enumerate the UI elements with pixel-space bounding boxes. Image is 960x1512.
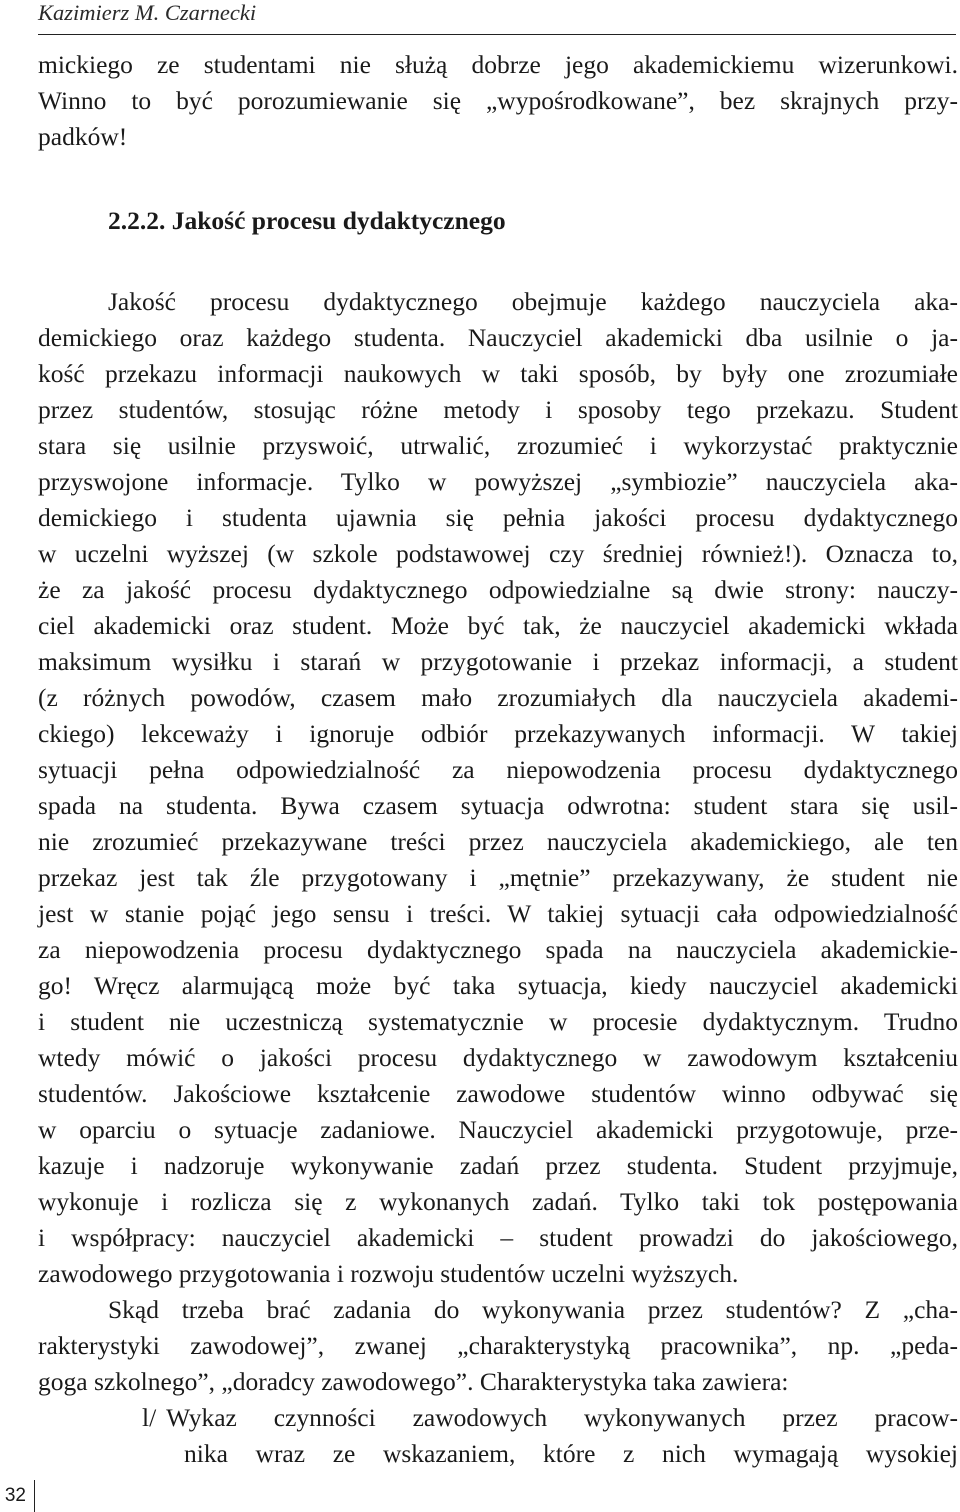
paragraph-line: sytuacji pełna odpowiedzialność za niepowodzenia procesu dydaktycznego — [38, 755, 958, 784]
paragraph-line: kazuje i nadzoruje wykonywanie zadań przez studenta. Student przyjmuje, — [38, 1151, 958, 1180]
section-number: 2.2.2. — [108, 206, 166, 235]
paragraph-line: przyswojone informacje. Tylko w powyższej „symbiozie” nauczyciela aka- — [38, 467, 958, 496]
intro-line: mickiego ze studentami nie służą dobrze jego akademickiemu wizerunkowi. — [38, 50, 958, 79]
paragraph-line: i współpracy: nauczyciel akademicki – student prowadzi do jakościowego, — [38, 1223, 958, 1252]
paragraph-line: go! Wręcz alarmującą może być taka sytuacja, kiedy nauczyciel akademicki — [38, 971, 958, 1000]
paragraph-line: ciel akademicki oraz student. Może być tak, że nauczyciel akademicki wkłada — [38, 611, 958, 640]
paragraph-line: ckiego) lekceważy i ignoruje odbiór przekazywanych informacji. W takiej — [38, 719, 958, 748]
paragraph-line: kość przekazu informacji naukowych w taki sposób, by były one zrozumiałe — [38, 359, 958, 388]
running-header-author: Kazimierz M. Czarnecki — [38, 0, 257, 25]
paragraph-line: zawodowego przygotowania i rozwoju studentów uczelni wyższych. — [38, 1259, 739, 1288]
paragraph-line: demickiego oraz każdego studenta. Nauczyciel akademicki dba usilnie o ja- — [38, 323, 958, 352]
paragraph-line: Skąd trzeba brać zadania do wykonywania przez studentów? Z „cha- — [108, 1295, 958, 1324]
paragraph-line: stara się usilnie przyswoić, utrwalić, zrozumieć i wykorzystać praktycznie — [38, 431, 958, 460]
paragraph-line: i student nie uczestniczą systematycznie w procesie dydaktycznym. Trudno — [38, 1007, 958, 1036]
intro-line: Winno to być porozumiewanie się „wypośrodkowane”, bez skrajnych przy- — [38, 86, 958, 115]
paragraph-line: w uczelni wyższej (w szkole podstawowej czy średniej również!). Oznacza to, — [38, 539, 958, 568]
paragraph-line: rakterystyki zawodowej”, zwanej „charakterystyką pracownika”, np. „peda- — [38, 1331, 958, 1360]
paragraph-line: demickiego i studenta ujawnia się pełnia jakości procesu dydaktycznego — [38, 503, 958, 532]
paragraph-line: nie zrozumieć przekazywane treści przez nauczyciela akademickiego, ale ten — [38, 827, 958, 856]
paragraph-line: studentów. Jakościowe kształcenie zawodowe studentów winno odbywać się — [38, 1079, 958, 1108]
page-number: 32 — [4, 1485, 26, 1506]
list-item — [142, 1403, 958, 1433]
paragraph-line: wtedy mówić o jakości procesu dydaktycznego w zawodowym kształceniu — [38, 1043, 958, 1072]
header-rule — [38, 34, 956, 35]
list-item-text: Wykaz czynności zawodowych wykonywanych przez pracow- — [166, 1403, 958, 1432]
section-heading — [108, 206, 506, 236]
paragraph-line: Jakość procesu dydaktycznego obejmuje każdego nauczyciela aka- — [108, 287, 958, 316]
paragraph-line: przez studentów, stosując różne metody i sposoby tego przekazu. Student — [38, 395, 958, 424]
paragraph-line: spada na studenta. Bywa czasem sytuacja odwrotna: student stara się usil- — [38, 791, 958, 820]
intro-line: padków! — [38, 122, 128, 151]
paragraph-line: maksimum wysiłku i starań w przygotowanie i przekaz informacji, a student — [38, 647, 958, 676]
paragraph-line: wykonuje i rozlicza się z wykonanych zadań. Tylko taki tok postępowania — [38, 1187, 958, 1216]
paragraph-line: w oparciu o sytuacje zadaniowe. Nauczyciel akademicki przygotowuje, prze- — [38, 1115, 958, 1144]
list-item-continuation: nika wraz ze wskazaniem, które z nich wymagają wysokiej — [184, 1439, 958, 1468]
paragraph-line: że za jakość procesu dydaktycznego odpowiedzialne są dwie strony: nauczy- — [38, 575, 958, 604]
paragraph-line: (z różnych powodów, czasem mało zrozumiałych dla nauczyciela akademi- — [38, 683, 958, 712]
section-title: Jakość procesu dydaktycznego — [171, 206, 506, 235]
paragraph-line: za niepowodzenia procesu dydaktycznego spada na nauczyciela akademickie- — [38, 935, 958, 964]
list-marker: l/ — [142, 1403, 157, 1432]
paragraph-line: jest w stanie pojąć jego sensu i treści. W takiej sytuacji cała odpowiedzialność — [38, 899, 958, 928]
page-number-box — [0, 1480, 35, 1512]
paragraph-line: goga szkolnego”, „doradcy zawodowego”. Charakterystyka taka zawiera: — [38, 1367, 789, 1396]
paragraph-line: przekaz jest tak źle przygotowany i „mętnie” przekazywany, że student nie — [38, 863, 958, 892]
